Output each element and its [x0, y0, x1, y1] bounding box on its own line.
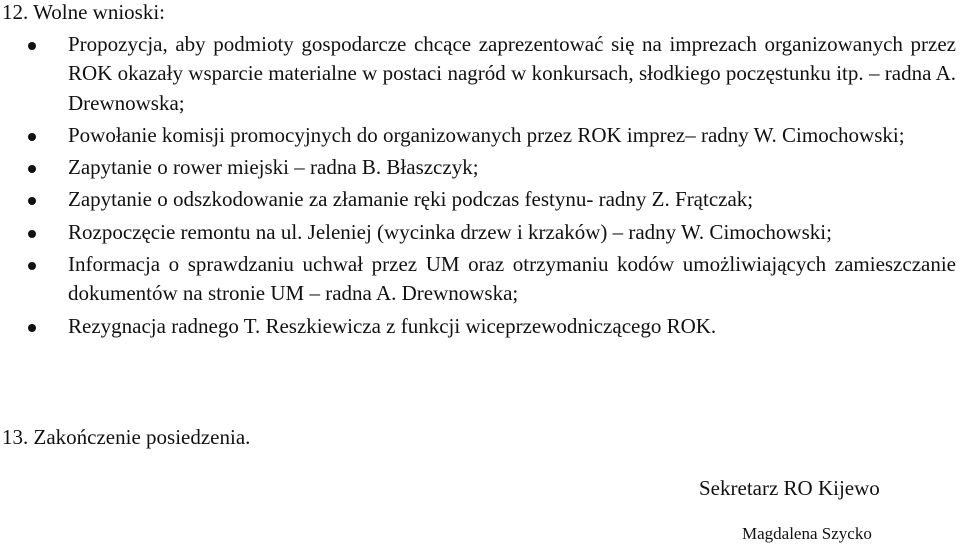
list-item-text: Propozycja, aby podmioty gospodarcze chcące zaprezentować się na imprezach organizowanych przez ROK okazały wsparcie materialne w postaci nagród w konkursach, słodkiego poczęstunku itp. – radna A. Drewnowska;: [68, 32, 956, 115]
list-item-text: Informacja o sprawdzaniu uchwał przez UM oraz otrzymaniu kodów umożliwiających zamieszczanie dokumentów na stronie UM – radna A. Drewnowska;: [68, 252, 956, 306]
list-item-text: Powołanie komisji promocyjnych do organizowanych przez ROK imprez– radny W. Cimochowski;: [68, 122, 905, 147]
signature-role: Sekretarz RO Kijewo: [699, 476, 880, 500]
bullet-icon: [28, 262, 36, 270]
list-item: [0, 185, 956, 214]
bullet-icon: [28, 165, 36, 173]
list-item: [0, 121, 956, 150]
list-item-text: Rozpoczęcie remontu na ul. Jeleniej (wycinka drzew i krzaków) – radny W. Cimochowski;: [68, 219, 832, 244]
section-13-heading: 13. Zakończenie posiedzenia.: [2, 425, 251, 449]
bullet-icon: [28, 197, 36, 205]
bullet-icon: [28, 133, 36, 141]
list-item: [0, 153, 956, 182]
bullet-icon: [28, 230, 36, 238]
list-item-text: Zapytanie o odszkodowanie za złamanie ręki podczas festynu- radny Z. Frątczak;: [68, 187, 754, 212]
list-item: [0, 312, 956, 341]
section-12-heading: 12. Wolne wnioski:: [2, 0, 166, 24]
list-item: [0, 30, 956, 118]
bullet-icon: [28, 324, 36, 332]
signature-name: Magdalena Szycko: [742, 524, 872, 543]
list-item-text: Zapytanie o rower miejski – radna B. Błaszczyk;: [68, 155, 479, 180]
motions-list: [0, 30, 960, 344]
list-item: [0, 218, 956, 247]
list-item: [0, 250, 956, 309]
list-item-text: Rezygnacja radnego T. Reszkiewicza z funkcji wiceprzewodniczącego ROK.: [68, 313, 717, 338]
bullet-icon: [28, 42, 36, 50]
